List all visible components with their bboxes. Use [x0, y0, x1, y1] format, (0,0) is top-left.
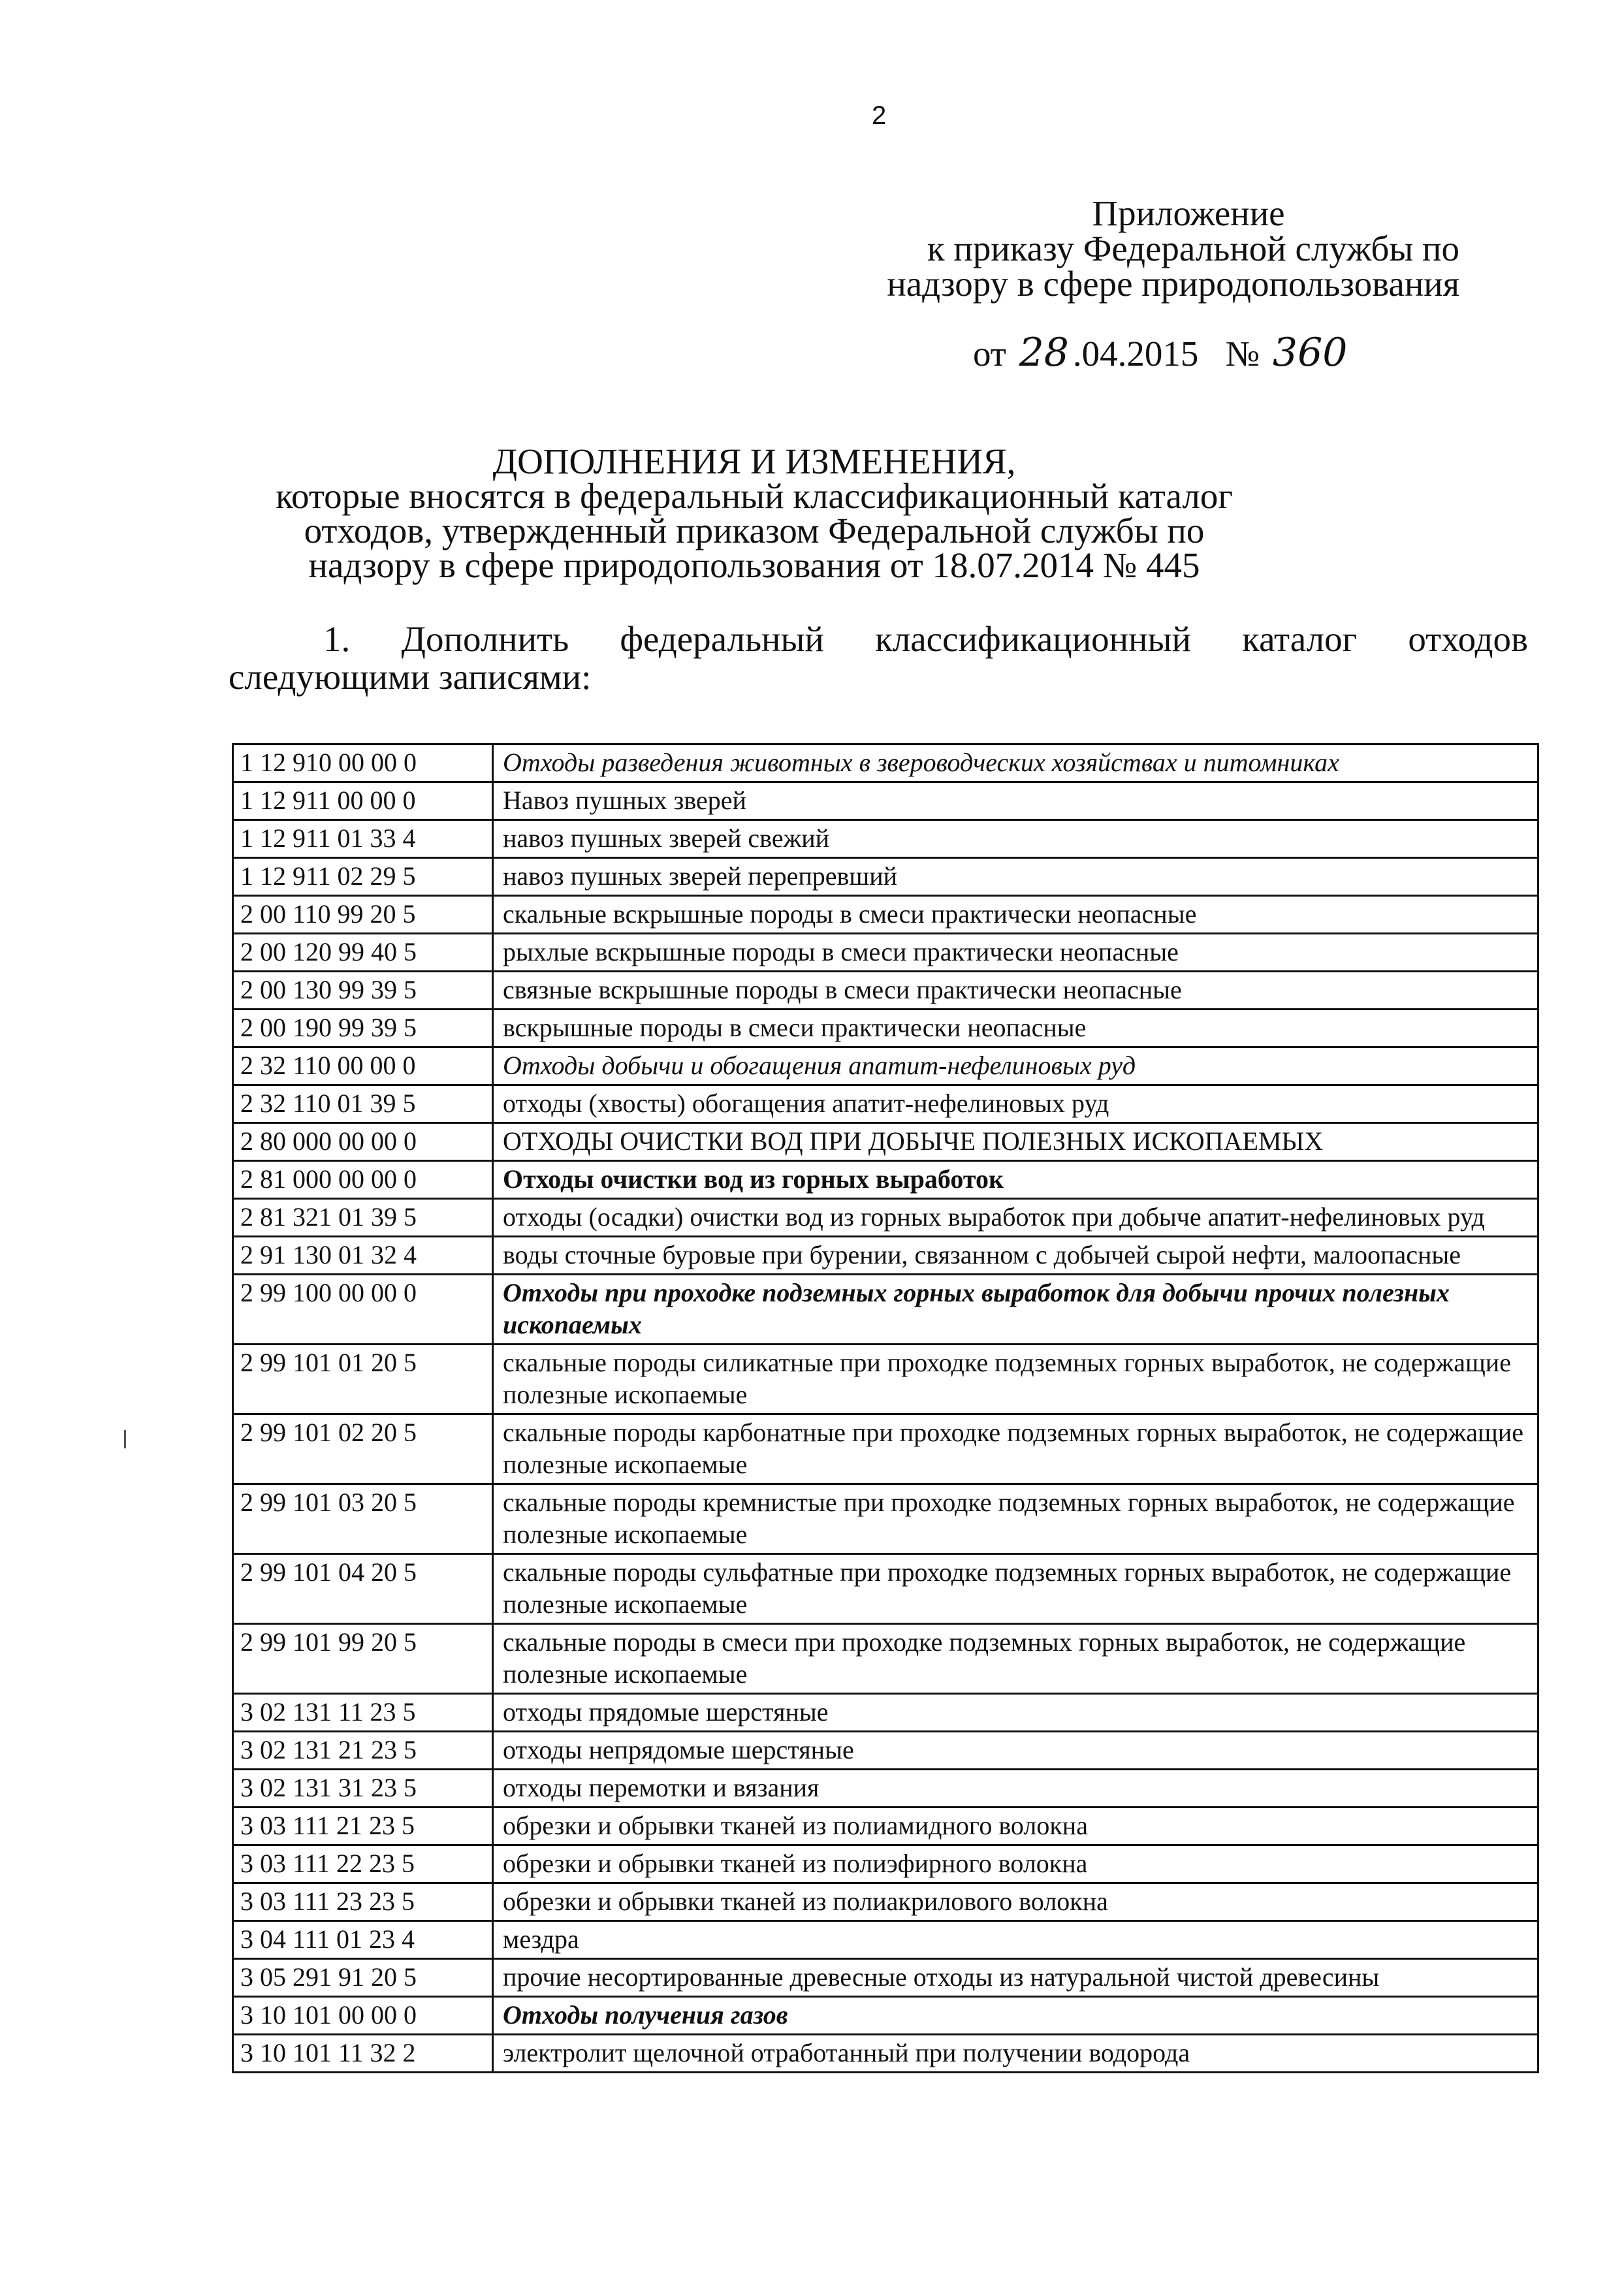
table-row	[233, 1237, 1538, 1275]
waste-name-cell: рыхлые вскрышные породы в смеси практически неопасные	[493, 934, 1538, 972]
waste-name-cell: Отходы разведения животных в звероводческих хозяйствах и питомниках	[493, 744, 1538, 782]
document-title	[215, 441, 1293, 585]
waste-name-cell: обрезки и обрывки тканей из полиэфирного волокна	[493, 1845, 1538, 1883]
waste-code-cell: 2 00 130 99 39 5	[233, 972, 493, 1010]
waste-code-cell: 3 02 131 31 23 5	[233, 1770, 493, 1808]
table-row	[233, 896, 1538, 934]
waste-code-cell: 3 02 131 21 23 5	[233, 1732, 493, 1770]
waste-name-cell: навоз пушных зверей перепревший	[493, 858, 1538, 896]
waste-name-cell: скальные породы силикатные при проходке подземных горных выработок, не содержащие полезные ископаемые	[493, 1345, 1538, 1414]
page-number: 2	[872, 101, 887, 130]
table-row	[233, 820, 1538, 858]
table-row	[233, 1345, 1538, 1414]
waste-name-cell: Отходы при проходке подземных горных выработок для добычи прочих полезных ископаемых	[493, 1275, 1538, 1345]
table-row	[233, 1959, 1538, 1997]
intro-paragraph	[229, 620, 1528, 696]
appendix-order-ref-cont: надзору в сфере природопользования	[887, 264, 1459, 304]
waste-code-cell: 1 12 911 02 29 5	[233, 858, 493, 896]
table-row	[233, 1199, 1538, 1237]
waste-code-cell: 2 91 130 01 32 4	[233, 1237, 493, 1275]
waste-name-cell: обрезки и обрывки тканей из полиакрилового волокна	[493, 1883, 1538, 1921]
waste-code-cell: 2 81 000 00 00 0	[233, 1161, 493, 1199]
table-row	[233, 1085, 1538, 1123]
table-row	[233, 1275, 1538, 1345]
waste-name-cell: скальные породы кремнистые при проходке подземных горных выработок, не содержащие полезные ископаемые	[493, 1484, 1538, 1554]
waste-code-cell: 2 99 100 00 00 0	[233, 1275, 493, 1345]
waste-code-cell: 1 12 911 01 33 4	[233, 820, 493, 858]
appendix-header	[839, 193, 1459, 304]
waste-name-cell: связные вскрышные породы в смеси практически неопасные	[493, 972, 1538, 1010]
number-sign: №	[1225, 334, 1260, 374]
waste-code-cell: 2 99 101 03 20 5	[233, 1484, 493, 1554]
table-row	[233, 1161, 1538, 1199]
title-heading: ДОПОЛНЕНИЯ И ИЗМЕНЕНИЯ,	[492, 441, 1016, 481]
waste-code-cell: 2 32 110 01 39 5	[233, 1085, 493, 1123]
waste-name-cell: воды сточные буровые при бурении, связанном с добычей сырой нефти, малоопасные	[493, 1237, 1538, 1275]
title-line-2: которые вносятся в федеральный классификационный каталог	[276, 476, 1233, 516]
table-row	[233, 1123, 1538, 1161]
date-prefix: от	[973, 334, 1006, 374]
table-row	[233, 1047, 1538, 1085]
waste-name-cell: Отходы добычи и обогащения апатит-нефелиновых руд	[493, 1047, 1538, 1085]
waste-name-cell: прочие несортированные древесные отходы из натуральной чистой древесины	[493, 1959, 1538, 1997]
title-line-4: надзору в сфере природопользования от 18.07.2014 № 445	[308, 545, 1200, 585]
waste-name-cell: скальные вскрышные породы в смеси практически неопасные	[493, 896, 1538, 934]
table-row	[233, 1414, 1538, 1484]
waste-code-cell: 2 81 321 01 39 5	[233, 1199, 493, 1237]
waste-name-cell: отходы перемотки и вязания	[493, 1770, 1538, 1808]
waste-name-cell: Отходы получения газов	[493, 1997, 1538, 2035]
table-row	[233, 2035, 1538, 2073]
margin-mark	[124, 1430, 126, 1448]
waste-name-cell: отходы прядомые шерстяные	[493, 1694, 1538, 1732]
waste-name-cell: навоз пушных зверей свежий	[493, 820, 1538, 858]
waste-code-cell: 2 32 110 00 00 0	[233, 1047, 493, 1085]
waste-code-cell: 3 04 111 01 23 4	[233, 1921, 493, 1959]
waste-code-cell: 3 03 111 23 23 5	[233, 1883, 493, 1921]
waste-code-cell: 2 99 101 99 20 5	[233, 1624, 493, 1694]
handwritten-order-number: 360	[1272, 330, 1348, 375]
table-row	[233, 934, 1538, 972]
waste-name-cell: электролит щелочной отработанный при получении водорода	[493, 2035, 1538, 2073]
waste-code-cell: 3 03 111 21 23 5	[233, 1808, 493, 1845]
waste-code-cell: 2 99 101 02 20 5	[233, 1414, 493, 1484]
waste-code-cell: 2 00 190 99 39 5	[233, 1010, 493, 1047]
waste-code-cell: 2 99 101 04 20 5	[233, 1554, 493, 1624]
waste-code-cell: 3 05 291 91 20 5	[233, 1959, 493, 1997]
waste-code-cell: 2 00 110 99 20 5	[233, 896, 493, 934]
table-row	[233, 1770, 1538, 1808]
table-row	[233, 1921, 1538, 1959]
waste-code-cell: 3 02 131 11 23 5	[233, 1694, 493, 1732]
waste-name-cell: отходы (осадки) очистки вод из горных выработок при добыче апатит-нефелиновых руд	[493, 1199, 1538, 1237]
waste-code-cell: 1 12 910 00 00 0	[233, 744, 493, 782]
paragraph-line-2: следующими записями:	[229, 657, 592, 697]
waste-name-cell: вскрышные породы в смеси практически неопасные	[493, 1010, 1538, 1047]
table-row	[233, 1732, 1538, 1770]
table-row	[233, 782, 1538, 820]
table-row	[233, 1554, 1538, 1624]
waste-code-cell: 2 99 101 01 20 5	[233, 1345, 493, 1414]
order-date-line	[973, 330, 1351, 375]
table-row	[233, 1997, 1538, 2035]
waste-code-cell: 3 10 101 00 00 0	[233, 1997, 493, 2035]
table-row	[233, 1883, 1538, 1921]
waste-name-cell: мездра	[493, 1921, 1538, 1959]
waste-name-cell: Навоз пушных зверей	[493, 782, 1538, 820]
table-row	[233, 858, 1538, 896]
table-row	[233, 1694, 1538, 1732]
waste-code-cell: 3 03 111 22 23 5	[233, 1845, 493, 1883]
paragraph-line-1: 1. Дополнить федеральный классификационный каталог отходов	[323, 619, 1528, 659]
appendix-title: Приложение	[1092, 193, 1285, 233]
waste-code-cell: 3 10 101 11 32 2	[233, 2035, 493, 2073]
table-row	[233, 1484, 1538, 1554]
table-row	[233, 1845, 1538, 1883]
table-row	[233, 744, 1538, 782]
date-month-year: .04.2015	[1072, 334, 1199, 374]
table-row	[233, 1624, 1538, 1694]
waste-name-cell: ОТХОДЫ ОЧИСТКИ ВОД ПРИ ДОБЫЧЕ ПОЛЕЗНЫХ ИСКОПАЕМЫХ	[493, 1123, 1538, 1161]
table-row	[233, 972, 1538, 1010]
waste-code-cell: 2 80 000 00 00 0	[233, 1123, 493, 1161]
waste-name-cell: скальные породы в смеси при проходке подземных горных выработок, не содержащие полезные ископаемые	[493, 1624, 1538, 1694]
waste-name-cell: скальные породы сульфатные при проходке подземных горных выработок, не содержащие полезные ископаемые	[493, 1554, 1538, 1624]
waste-catalog-table	[232, 743, 1539, 2073]
waste-code-cell: 2 00 120 99 40 5	[233, 934, 493, 972]
waste-name-cell: Отходы очистки вод из горных выработок	[493, 1161, 1538, 1199]
appendix-order-ref: к приказу Федеральной службы по	[927, 229, 1459, 268]
waste-name-cell: отходы непрядомые шерстяные	[493, 1732, 1538, 1770]
waste-name-cell: отходы (хвосты) обогащения апатит-нефелиновых руд	[493, 1085, 1538, 1123]
handwritten-day: 28	[1019, 330, 1069, 375]
waste-code-cell: 1 12 911 00 00 0	[233, 782, 493, 820]
waste-name-cell: скальные породы карбонатные при проходке подземных горных выработок, не содержащие полезные ископаемые	[493, 1414, 1538, 1484]
waste-name-cell: обрезки и обрывки тканей из полиамидного волокна	[493, 1808, 1538, 1845]
table-row	[233, 1010, 1538, 1047]
table-row	[233, 1808, 1538, 1845]
title-line-3: отходов, утвержденный приказом Федеральной службы по	[304, 511, 1205, 550]
